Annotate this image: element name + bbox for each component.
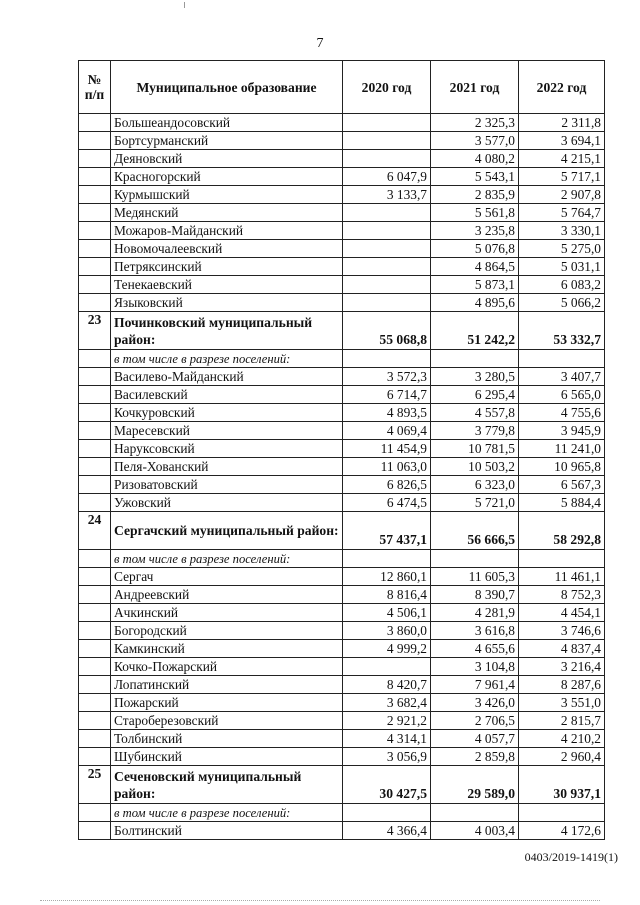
header-2021: 2021 год — [431, 61, 519, 114]
value-2021-cell — [431, 804, 519, 822]
row-number-cell — [79, 440, 111, 458]
value-2021-cell: 3 577,0 — [431, 132, 519, 150]
row-number-cell — [79, 422, 111, 440]
table-row — [79, 730, 605, 748]
table-row — [79, 676, 605, 694]
table-row — [79, 186, 605, 204]
value-2021-cell: 4 080,2 — [431, 150, 519, 168]
value-2022-cell: 8 287,6 — [519, 676, 605, 694]
settlement-name-cell: Староберезовский — [111, 712, 343, 730]
row-number-cell — [79, 622, 111, 640]
table-row — [79, 658, 605, 676]
table-row — [79, 604, 605, 622]
value-2020-cell — [343, 114, 431, 132]
value-2022-cell: 3 330,1 — [519, 222, 605, 240]
value-2021-cell: 2 835,9 — [431, 186, 519, 204]
scan-edge-artifact — [40, 900, 600, 902]
value-2021-cell — [431, 550, 519, 568]
value-2021-cell: 4 557,8 — [431, 404, 519, 422]
header-num: № п/п — [79, 61, 111, 114]
value-2020-cell — [343, 294, 431, 312]
settlement-name-cell: Маресевский — [111, 422, 343, 440]
value-2021-cell: 56 666,5 — [431, 512, 519, 550]
value-2022-cell: 4 837,4 — [519, 640, 605, 658]
settlement-breakdown-note: в том числе в разрезе поселений: — [111, 550, 343, 568]
row-number-cell — [79, 694, 111, 712]
settlement-name-cell: Бортсурманский — [111, 132, 343, 150]
row-number-cell — [79, 350, 111, 368]
row-number-cell — [79, 276, 111, 294]
table-row — [79, 168, 605, 186]
settlement-name-cell: Языковский — [111, 294, 343, 312]
value-2022-cell: 3 216,4 — [519, 658, 605, 676]
table-row — [79, 404, 605, 422]
table-row — [79, 476, 605, 494]
value-2020-cell — [343, 350, 431, 368]
value-2021-cell: 3 426,0 — [431, 694, 519, 712]
value-2020-cell: 6 047,9 — [343, 168, 431, 186]
header-2020: 2020 год — [343, 61, 431, 114]
value-2020-cell: 11 454,9 — [343, 440, 431, 458]
value-2020-cell — [343, 222, 431, 240]
row-number-cell — [79, 676, 111, 694]
value-2022-cell: 30 937,1 — [519, 766, 605, 804]
row-number-cell — [79, 458, 111, 476]
value-2020-cell — [343, 276, 431, 294]
value-2022-cell: 8 752,3 — [519, 586, 605, 604]
value-2020-cell: 4 366,4 — [343, 822, 431, 840]
table-row — [79, 586, 605, 604]
value-2021-cell: 2 706,5 — [431, 712, 519, 730]
value-2022-cell: 4 755,6 — [519, 404, 605, 422]
value-2022-cell: 3 694,1 — [519, 132, 605, 150]
district-row — [79, 512, 605, 550]
value-2020-cell: 6 826,5 — [343, 476, 431, 494]
table-row — [79, 494, 605, 512]
row-number-cell — [79, 240, 111, 258]
table-row — [79, 204, 605, 222]
table-row — [79, 368, 605, 386]
table-row — [79, 712, 605, 730]
page-number: 7 — [316, 36, 324, 51]
table-row — [79, 240, 605, 258]
value-2021-cell: 4 655,6 — [431, 640, 519, 658]
row-number-cell — [79, 804, 111, 822]
value-2021-cell: 4 281,9 — [431, 604, 519, 622]
settlement-name-cell: Большеандосовский — [111, 114, 343, 132]
table-row — [79, 694, 605, 712]
table-row — [79, 386, 605, 404]
table-row — [79, 440, 605, 458]
value-2021-cell: 3 235,8 — [431, 222, 519, 240]
district-row — [79, 766, 605, 804]
settlement-name-cell: Деяновский — [111, 150, 343, 168]
settlement-name-cell: Ачкинский — [111, 604, 343, 622]
row-number-cell — [79, 822, 111, 840]
settlement-name-cell: Тенекаевский — [111, 276, 343, 294]
value-2020-cell: 8 816,4 — [343, 586, 431, 604]
row-number-cell — [79, 730, 111, 748]
value-2022-cell: 5 066,2 — [519, 294, 605, 312]
settlement-name-cell: Наруксовский — [111, 440, 343, 458]
value-2020-cell — [343, 132, 431, 150]
district-name-cell: Сеченовский муниципальный район: — [111, 766, 343, 804]
value-2020-cell — [343, 804, 431, 822]
district-name-cell: Сергачский муниципальный район: — [111, 512, 343, 550]
value-2022-cell: 3 746,6 — [519, 622, 605, 640]
settlement-name-cell: Новомочалеевский — [111, 240, 343, 258]
row-number-cell — [79, 204, 111, 222]
value-2021-cell: 29 589,0 — [431, 766, 519, 804]
table-row — [79, 150, 605, 168]
settlement-name-cell: Андреевский — [111, 586, 343, 604]
value-2021-cell: 5 076,8 — [431, 240, 519, 258]
row-number-cell: 23 — [79, 312, 111, 350]
row-number-cell — [79, 586, 111, 604]
value-2021-cell: 3 779,8 — [431, 422, 519, 440]
row-number-cell — [79, 386, 111, 404]
value-2020-cell — [343, 204, 431, 222]
value-2020-cell — [343, 258, 431, 276]
value-2022-cell: 11 241,0 — [519, 440, 605, 458]
settlement-name-cell: Ризоватовский — [111, 476, 343, 494]
header-municipality: Муниципальное образование — [111, 61, 343, 114]
settlement-name-cell: Петряксинский — [111, 258, 343, 276]
header-row — [79, 61, 605, 114]
row-number-cell: 24 — [79, 512, 111, 550]
header-2022: 2022 год — [519, 61, 605, 114]
value-2021-cell: 4 057,7 — [431, 730, 519, 748]
value-2021-cell — [431, 350, 519, 368]
table-row — [79, 622, 605, 640]
value-2020-cell: 4 893,5 — [343, 404, 431, 422]
value-2022-cell: 53 332,7 — [519, 312, 605, 350]
value-2022-cell: 2 907,8 — [519, 186, 605, 204]
row-number-cell — [79, 748, 111, 766]
value-2022-cell: 6 083,2 — [519, 276, 605, 294]
value-2020-cell — [343, 658, 431, 676]
value-2020-cell: 12 860,1 — [343, 568, 431, 586]
row-number-cell — [79, 568, 111, 586]
settlement-breakdown-note: в том числе в разрезе поселений: — [111, 804, 343, 822]
settlement-name-cell: Кочко-Пожарский — [111, 658, 343, 676]
value-2020-cell: 4 314,1 — [343, 730, 431, 748]
row-number-cell — [79, 368, 111, 386]
settlement-name-cell: Богородский — [111, 622, 343, 640]
table-row — [79, 294, 605, 312]
value-2022-cell: 4 210,2 — [519, 730, 605, 748]
value-2020-cell: 11 063,0 — [343, 458, 431, 476]
table-row — [79, 114, 605, 132]
subtotal-note-row — [79, 350, 605, 368]
value-2022-cell: 4 172,6 — [519, 822, 605, 840]
value-2021-cell: 4 003,4 — [431, 822, 519, 840]
value-2021-cell: 6 295,4 — [431, 386, 519, 404]
settlement-name-cell: Медянский — [111, 204, 343, 222]
value-2020-cell: 3 572,3 — [343, 368, 431, 386]
value-2022-cell: 3 945,9 — [519, 422, 605, 440]
table-row — [79, 258, 605, 276]
value-2021-cell: 3 616,8 — [431, 622, 519, 640]
value-2022-cell: 5 275,0 — [519, 240, 605, 258]
value-2022-cell: 4 454,1 — [519, 604, 605, 622]
settlement-name-cell: Шубинский — [111, 748, 343, 766]
settlement-name-cell: Камкинский — [111, 640, 343, 658]
value-2020-cell: 4 999,2 — [343, 640, 431, 658]
row-number-cell — [79, 494, 111, 512]
value-2020-cell: 6 714,7 — [343, 386, 431, 404]
value-2021-cell: 5 873,1 — [431, 276, 519, 294]
value-2020-cell: 3 682,4 — [343, 694, 431, 712]
value-2022-cell: 11 461,1 — [519, 568, 605, 586]
settlement-breakdown-note: в том числе в разрезе поселений: — [111, 350, 343, 368]
value-2022-cell: 5 884,4 — [519, 494, 605, 512]
value-2021-cell: 2 859,8 — [431, 748, 519, 766]
value-2021-cell: 10 503,2 — [431, 458, 519, 476]
value-2021-cell: 4 895,6 — [431, 294, 519, 312]
value-2021-cell: 5 543,1 — [431, 168, 519, 186]
value-2022-cell — [519, 550, 605, 568]
settlement-name-cell: Кочкуровский — [111, 404, 343, 422]
table-row — [79, 568, 605, 586]
row-number-cell — [79, 658, 111, 676]
row-number-cell — [79, 186, 111, 204]
value-2022-cell — [519, 350, 605, 368]
settlement-name-cell: Пожарский — [111, 694, 343, 712]
value-2022-cell: 58 292,8 — [519, 512, 605, 550]
value-2021-cell: 4 864,5 — [431, 258, 519, 276]
value-2020-cell: 3 056,9 — [343, 748, 431, 766]
table-row — [79, 748, 605, 766]
row-number-cell — [79, 640, 111, 658]
row-number-cell — [79, 476, 111, 494]
value-2022-cell — [519, 804, 605, 822]
value-2022-cell: 6 567,3 — [519, 476, 605, 494]
value-2021-cell: 5 561,8 — [431, 204, 519, 222]
value-2021-cell: 8 390,7 — [431, 586, 519, 604]
value-2022-cell: 3 551,0 — [519, 694, 605, 712]
value-2020-cell: 57 437,1 — [343, 512, 431, 550]
value-2020-cell: 6 474,5 — [343, 494, 431, 512]
value-2021-cell: 6 323,0 — [431, 476, 519, 494]
value-2020-cell — [343, 550, 431, 568]
table-row — [79, 132, 605, 150]
value-2021-cell: 7 961,4 — [431, 676, 519, 694]
district-name-cell: Починковский муниципальный район: — [111, 312, 343, 350]
settlement-name-cell: Толбинский — [111, 730, 343, 748]
settlement-name-cell: Красногорский — [111, 168, 343, 186]
settlement-name-cell: Сергач — [111, 568, 343, 586]
table-row — [79, 640, 605, 658]
table-header — [79, 61, 605, 114]
value-2021-cell: 3 104,8 — [431, 658, 519, 676]
settlement-name-cell: Василево-Майданский — [111, 368, 343, 386]
table-row — [79, 422, 605, 440]
subtotal-note-row — [79, 550, 605, 568]
value-2022-cell: 2 960,4 — [519, 748, 605, 766]
value-2020-cell: 4 069,4 — [343, 422, 431, 440]
value-2021-cell: 5 721,0 — [431, 494, 519, 512]
value-2021-cell: 2 325,3 — [431, 114, 519, 132]
value-2020-cell — [343, 240, 431, 258]
subtotal-note-row — [79, 804, 605, 822]
row-number-cell — [79, 150, 111, 168]
scan-artifact — [180, 2, 185, 8]
value-2022-cell: 6 565,0 — [519, 386, 605, 404]
row-number-cell — [79, 258, 111, 276]
district-row — [79, 312, 605, 350]
value-2020-cell — [343, 150, 431, 168]
document-code: 0403/2019-1419(1) — [524, 850, 618, 864]
value-2020-cell: 55 068,8 — [343, 312, 431, 350]
row-number-cell — [79, 294, 111, 312]
value-2022-cell: 4 215,1 — [519, 150, 605, 168]
value-2021-cell: 10 781,5 — [431, 440, 519, 458]
value-2021-cell: 3 280,5 — [431, 368, 519, 386]
row-number-cell: 25 — [79, 766, 111, 804]
value-2020-cell: 2 921,2 — [343, 712, 431, 730]
row-number-cell — [79, 222, 111, 240]
value-2022-cell: 5 764,7 — [519, 204, 605, 222]
value-2020-cell: 30 427,5 — [343, 766, 431, 804]
value-2022-cell: 5 031,1 — [519, 258, 605, 276]
value-2022-cell: 2 311,8 — [519, 114, 605, 132]
row-number-cell — [79, 712, 111, 730]
settlement-name-cell: Болтинский — [111, 822, 343, 840]
table-row — [79, 822, 605, 840]
table-body — [79, 114, 605, 840]
row-number-cell — [79, 114, 111, 132]
value-2020-cell: 3 133,7 — [343, 186, 431, 204]
value-2022-cell: 10 965,8 — [519, 458, 605, 476]
value-2020-cell: 3 860,0 — [343, 622, 431, 640]
value-2021-cell: 51 242,2 — [431, 312, 519, 350]
settlement-name-cell: Ужовский — [111, 494, 343, 512]
settlement-name-cell: Курмышский — [111, 186, 343, 204]
value-2022-cell: 3 407,7 — [519, 368, 605, 386]
table-row — [79, 458, 605, 476]
row-number-cell — [79, 168, 111, 186]
value-2022-cell: 2 815,7 — [519, 712, 605, 730]
value-2022-cell: 5 717,1 — [519, 168, 605, 186]
value-2021-cell: 11 605,3 — [431, 568, 519, 586]
budget-table — [78, 60, 605, 840]
value-2020-cell: 4 506,1 — [343, 604, 431, 622]
settlement-name-cell: Можаров-Майданский — [111, 222, 343, 240]
row-number-cell — [79, 604, 111, 622]
row-number-cell — [79, 550, 111, 568]
table-row — [79, 276, 605, 294]
table-row — [79, 222, 605, 240]
settlement-name-cell: Василевский — [111, 386, 343, 404]
value-2020-cell: 8 420,7 — [343, 676, 431, 694]
settlement-name-cell: Пеля-Хованский — [111, 458, 343, 476]
settlement-name-cell: Лопатинский — [111, 676, 343, 694]
row-number-cell — [79, 132, 111, 150]
row-number-cell — [79, 404, 111, 422]
